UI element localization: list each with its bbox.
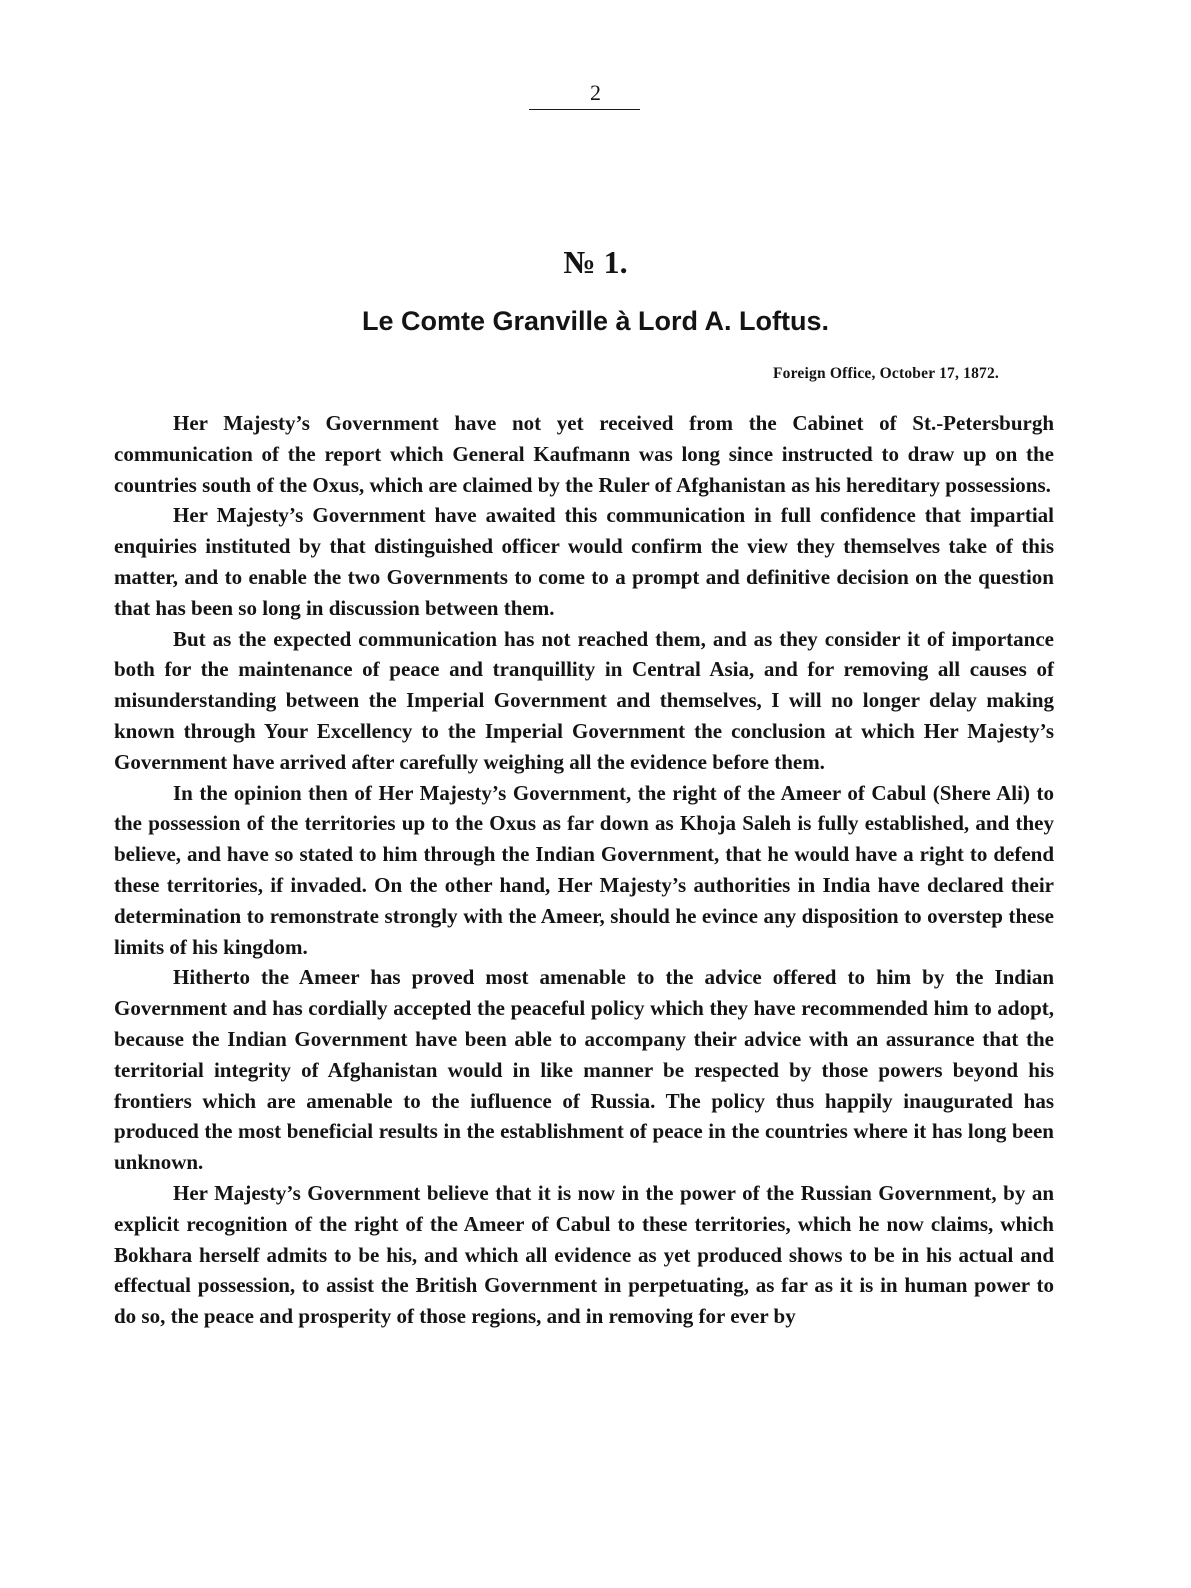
page-number: 2 (590, 80, 601, 105)
paragraph-1: Her Majesty’s Government have not yet received from the Cabinet of St.-Petersburgh communication of the report which General Kaufmann was long since instructed to draw up on the countries south of the Oxus, which are claimed by the Ruler of Afghanistan as his hereditary possessions. (114, 411, 1054, 497)
paragraph-3: But as the expected communication has not reached them, and as they consider it of importance both for the maintenance of peace and tranquillity in Central Asia, and for removing all causes of misunderstanding between the Imperial Government and themselves, I will no longer delay making known through Your Excellency to the Imperial Government the conclusion at which Her Majesty’s Government have arrived after carefully weighing all the evidence before them. (114, 626, 1054, 774)
paragraph-6: Her Majesty’s Government believe that it is now in the power of the Russian Government, by an explicit recognition of the right of the Ameer of Cabul to these territories, which he now claims, which Bokhara herself admits to be his, and which all evidence as yet produced shows to be in his actual and effectual possession, to assist the British Government in perpetuating, as far as it is in human power to do so, the peace and prosperity of those regions, and in removing for ever by (114, 1180, 1054, 1329)
paragraph-2: Her Majesty’s Government have awaited this communication in full confidence that impartial enquiries instituted by that distinguished officer would confirm the view they themselves take of this matter, and to enable the two Governments to come to a prompt and definitive decision on the question that has been so long in discussion between them. (114, 503, 1054, 620)
document-number: № 1. (563, 244, 628, 280)
paragraph-5: Hitherto the Ameer has proved most amenable to the advice offered to him by the Indian Government and has cordially accepted the peaceful policy which they have recommended him to adopt, because the Indian Government have been able to accompany their advice with an assurance that the territorial integrity of Afghanistan would in like manner be respected by those powers beyond his frontiers which are amenable to the iufluence of Russia. The policy thus happily inaugurated has produced the most beneficial results in the establishment of peace in the countries where it has long been unknown. (114, 965, 1054, 1175)
paragraph-4: In the opinion then of Her Majesty’s Government, the right of the Ameer of Cabul (Shere Ali) to the possession of the territories up to the Oxus as far down as Khoja Saleh is fully established, and they believe, and have so stated to him through the Indian Government, that he would have a right to defend these territories, if invaded. On the other hand, Her Majesty’s authorities in India have declared their determination to remonstrate strongly with the Ameer, should he evince any disposition to overstep these limits of his kingdom. (114, 780, 1054, 959)
letter-body (114, 408, 1054, 1332)
page-number-rule (529, 109, 640, 110)
document-title: Le Comte Granville à Lord A. Loftus. (361, 306, 830, 336)
dateline: Foreign Office, October 17, 1872. (773, 365, 999, 382)
